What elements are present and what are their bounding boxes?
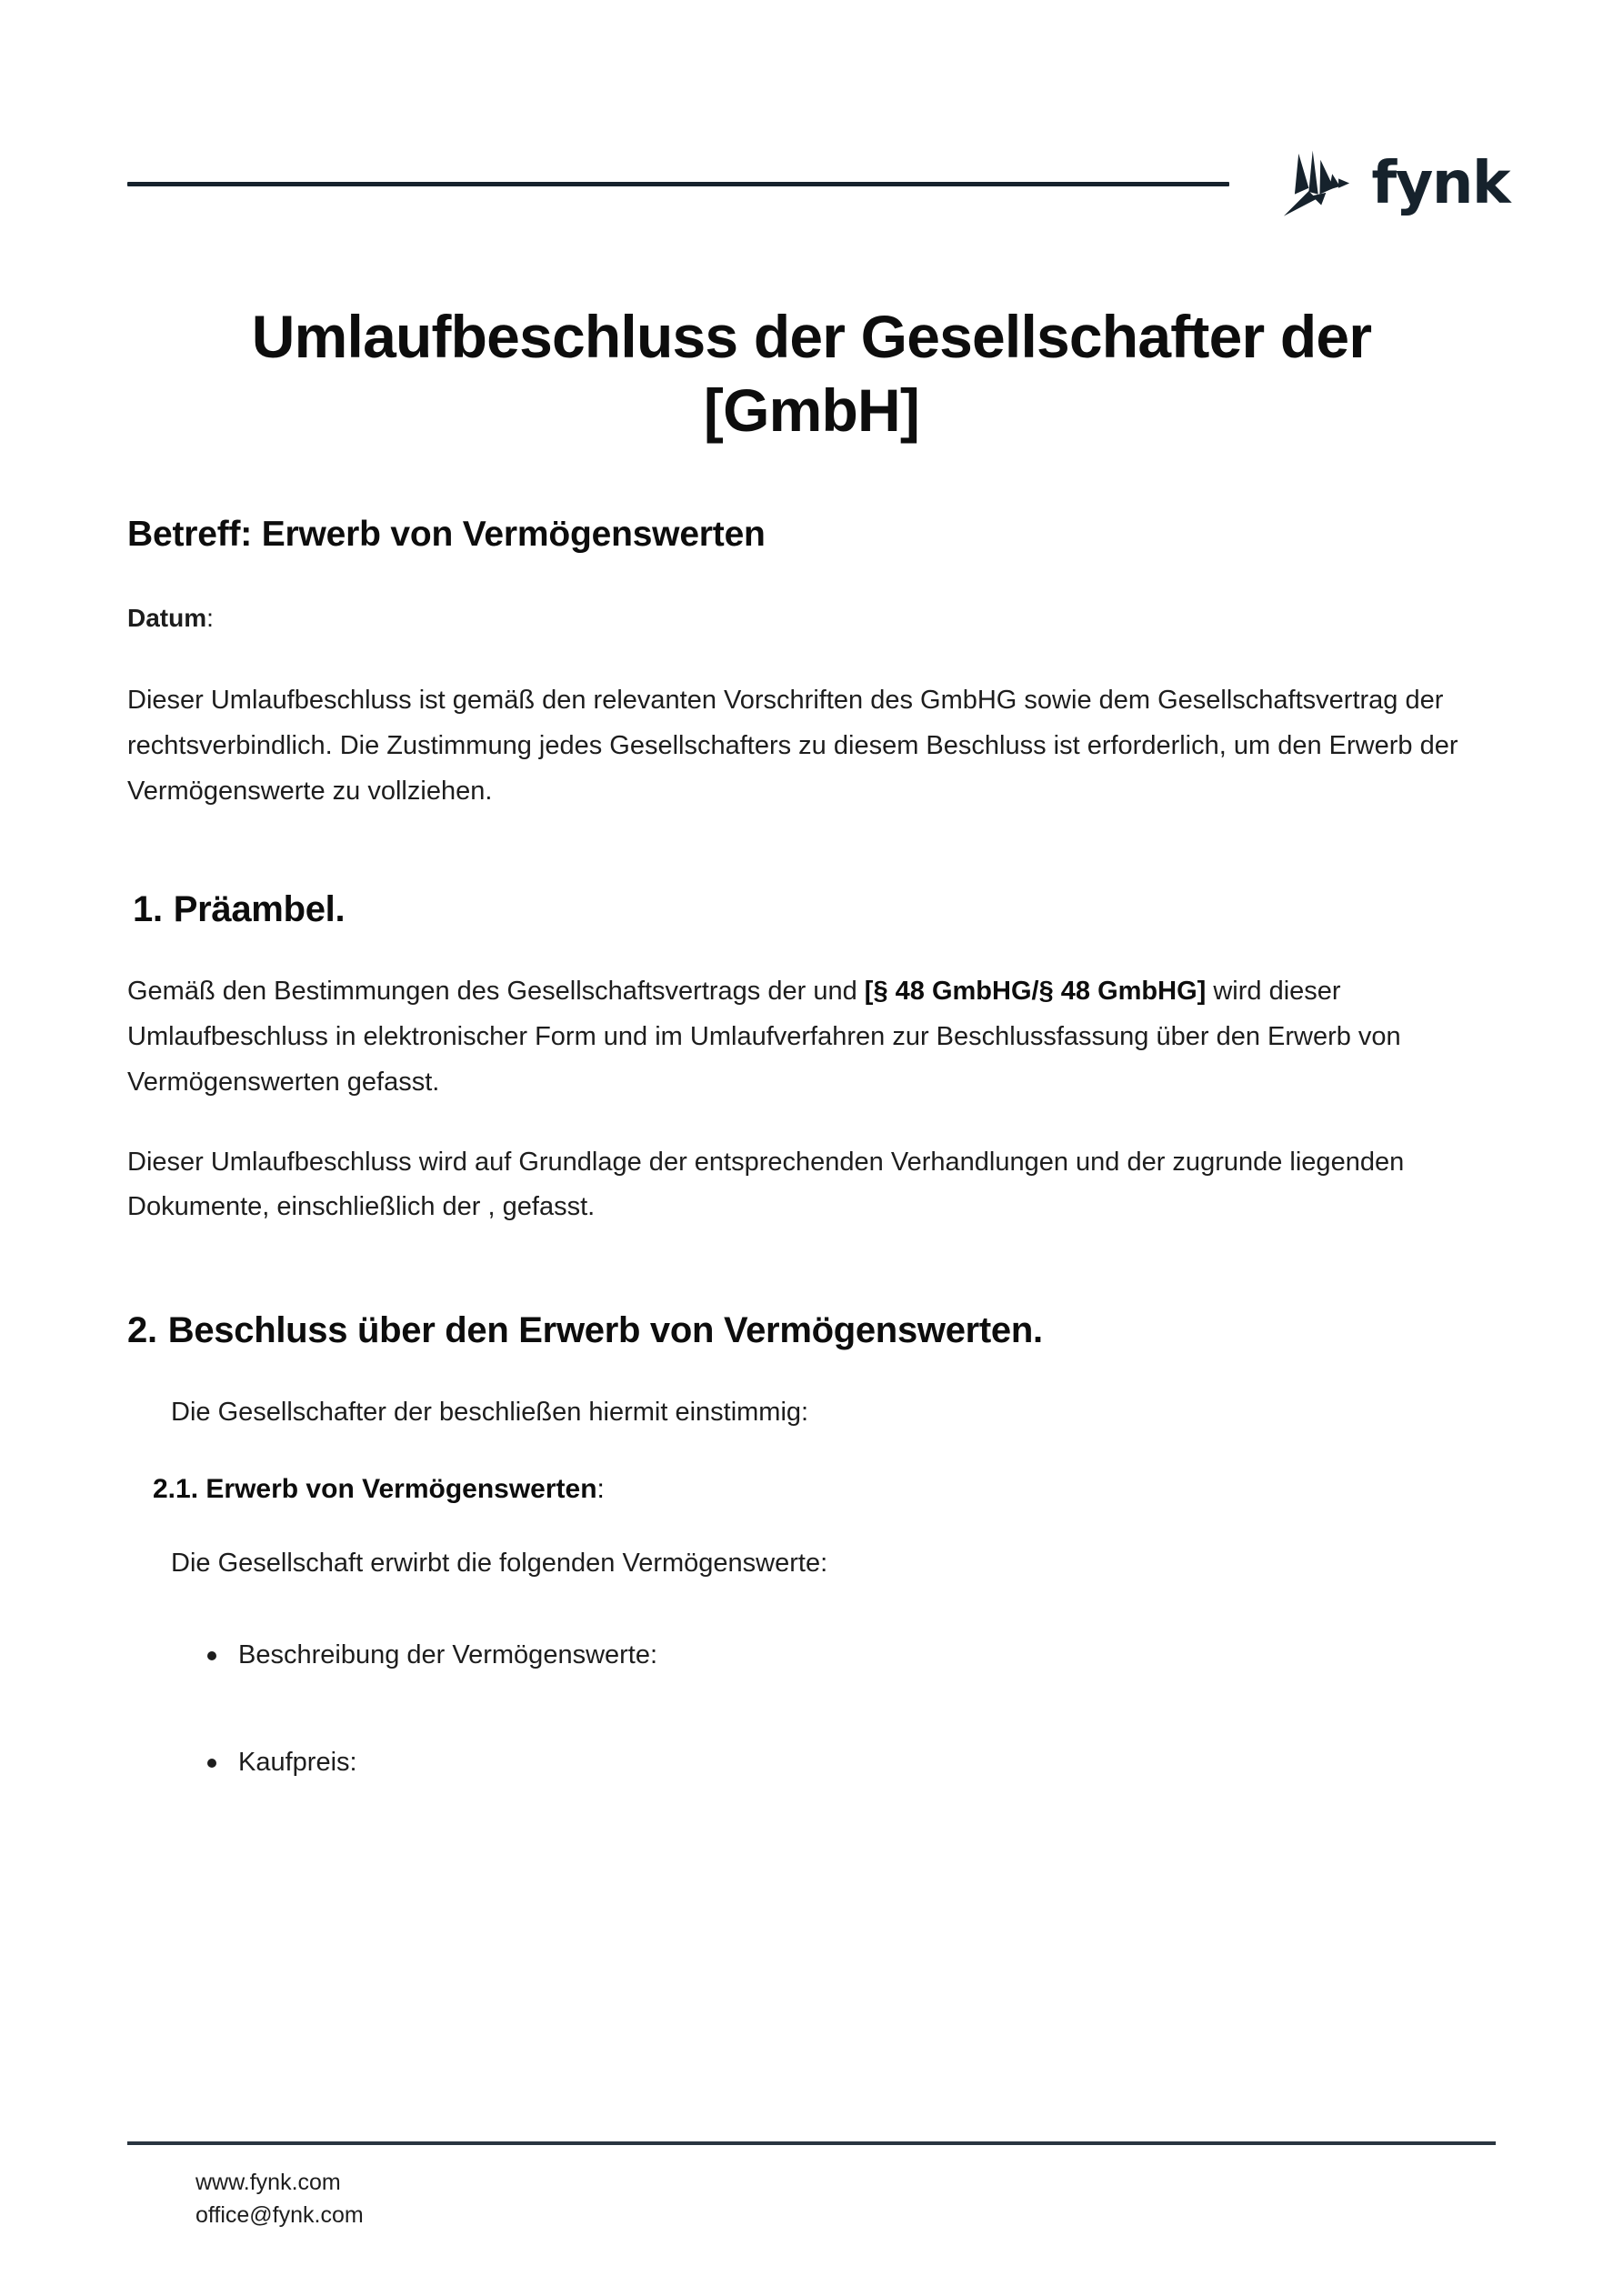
date-line xyxy=(127,600,1496,637)
paragraph-text-after: wird dieser Umlaufbeschluss in elektronischer Form und im Umlaufverfahren zur Beschlussfassung über den Erwerb von Vermögenswerten gefasst. xyxy=(127,976,1401,1097)
subsection-2-1-number: 2.1. xyxy=(153,1474,199,1505)
subsection-2-1-paragraph: Die Gesellschaft erwirbt die folgenden Vermögenswerte: xyxy=(171,1549,828,1579)
footer-email[interactable]: office@fynk.com xyxy=(195,2201,364,2228)
page-header xyxy=(127,150,1509,255)
date-separator: : xyxy=(206,603,214,632)
section-1-paragraph-1 xyxy=(127,969,1496,1106)
document-content xyxy=(127,300,1496,1850)
origami-bird-icon xyxy=(1277,147,1357,226)
paragraph-text-before: Gemäß den Bestimmungen des Gesellschaftsvertrags der und xyxy=(127,976,865,1006)
section-2-number: 2. xyxy=(127,1310,157,1351)
list-item: Kaufpreis: xyxy=(207,1741,1496,1783)
list-item: Beschreibung der Vermögenswerte: xyxy=(207,1634,1496,1676)
assets-bullet-list xyxy=(127,1634,1496,1784)
legal-reference: [§ 48 GmbHG/§ 48 GmbHG] xyxy=(864,976,1207,1006)
section-1-paragraph-2: Dieser Umlaufbeschluss wird auf Grundlage der entsprechenden Verhandlungen und der zugrunde liegenden Dokumente, einschließlich der , gefasst. xyxy=(127,1147,1405,1222)
intro-paragraph: Dieser Umlaufbeschluss ist gemäß den relevanten Vorschriften des GmbHG sowie dem Gesellschaftsvertrag der rechtsverbindlich. Die Zustimmung jedes Gesellschafters zu diesem Beschluss ist erforderlich, um den Erwerb der Vermögenswerte zu vollziehen. xyxy=(127,686,1458,807)
section-1-heading xyxy=(127,886,1496,933)
page-footer xyxy=(127,2141,1496,2231)
section-1-number: 1. xyxy=(133,888,163,929)
subject-heading: Betreff: Erwerb von Vermögenswerten xyxy=(127,515,766,555)
subsection-2-1-title: Erwerb von Vermögenswerten xyxy=(205,1474,597,1505)
footer-website[interactable]: www.fynk.com xyxy=(195,2170,341,2195)
section-1-title: Präambel. xyxy=(173,888,346,929)
section-2-lead-paragraph: Die Gesellschafter der beschließen hiermit einstimmig: xyxy=(171,1398,809,1428)
date-label: Datum xyxy=(127,603,207,632)
section-2-title: Beschluss über den Erwerb von Vermögenswerten. xyxy=(167,1310,1043,1351)
section-2-heading xyxy=(127,1307,1496,1354)
fynk-logo xyxy=(1277,147,1509,226)
brand-wordmark: fynk xyxy=(1371,150,1509,217)
page-title: Umlaufbeschluss der Gesellschafter der [GmbH] xyxy=(251,303,1372,444)
subsection-2-1-suffix: : xyxy=(596,1474,605,1505)
footer-contact-block xyxy=(127,2145,1496,2231)
header-divider-rule xyxy=(127,182,1229,186)
subsection-2-1-heading xyxy=(127,1470,1496,1509)
